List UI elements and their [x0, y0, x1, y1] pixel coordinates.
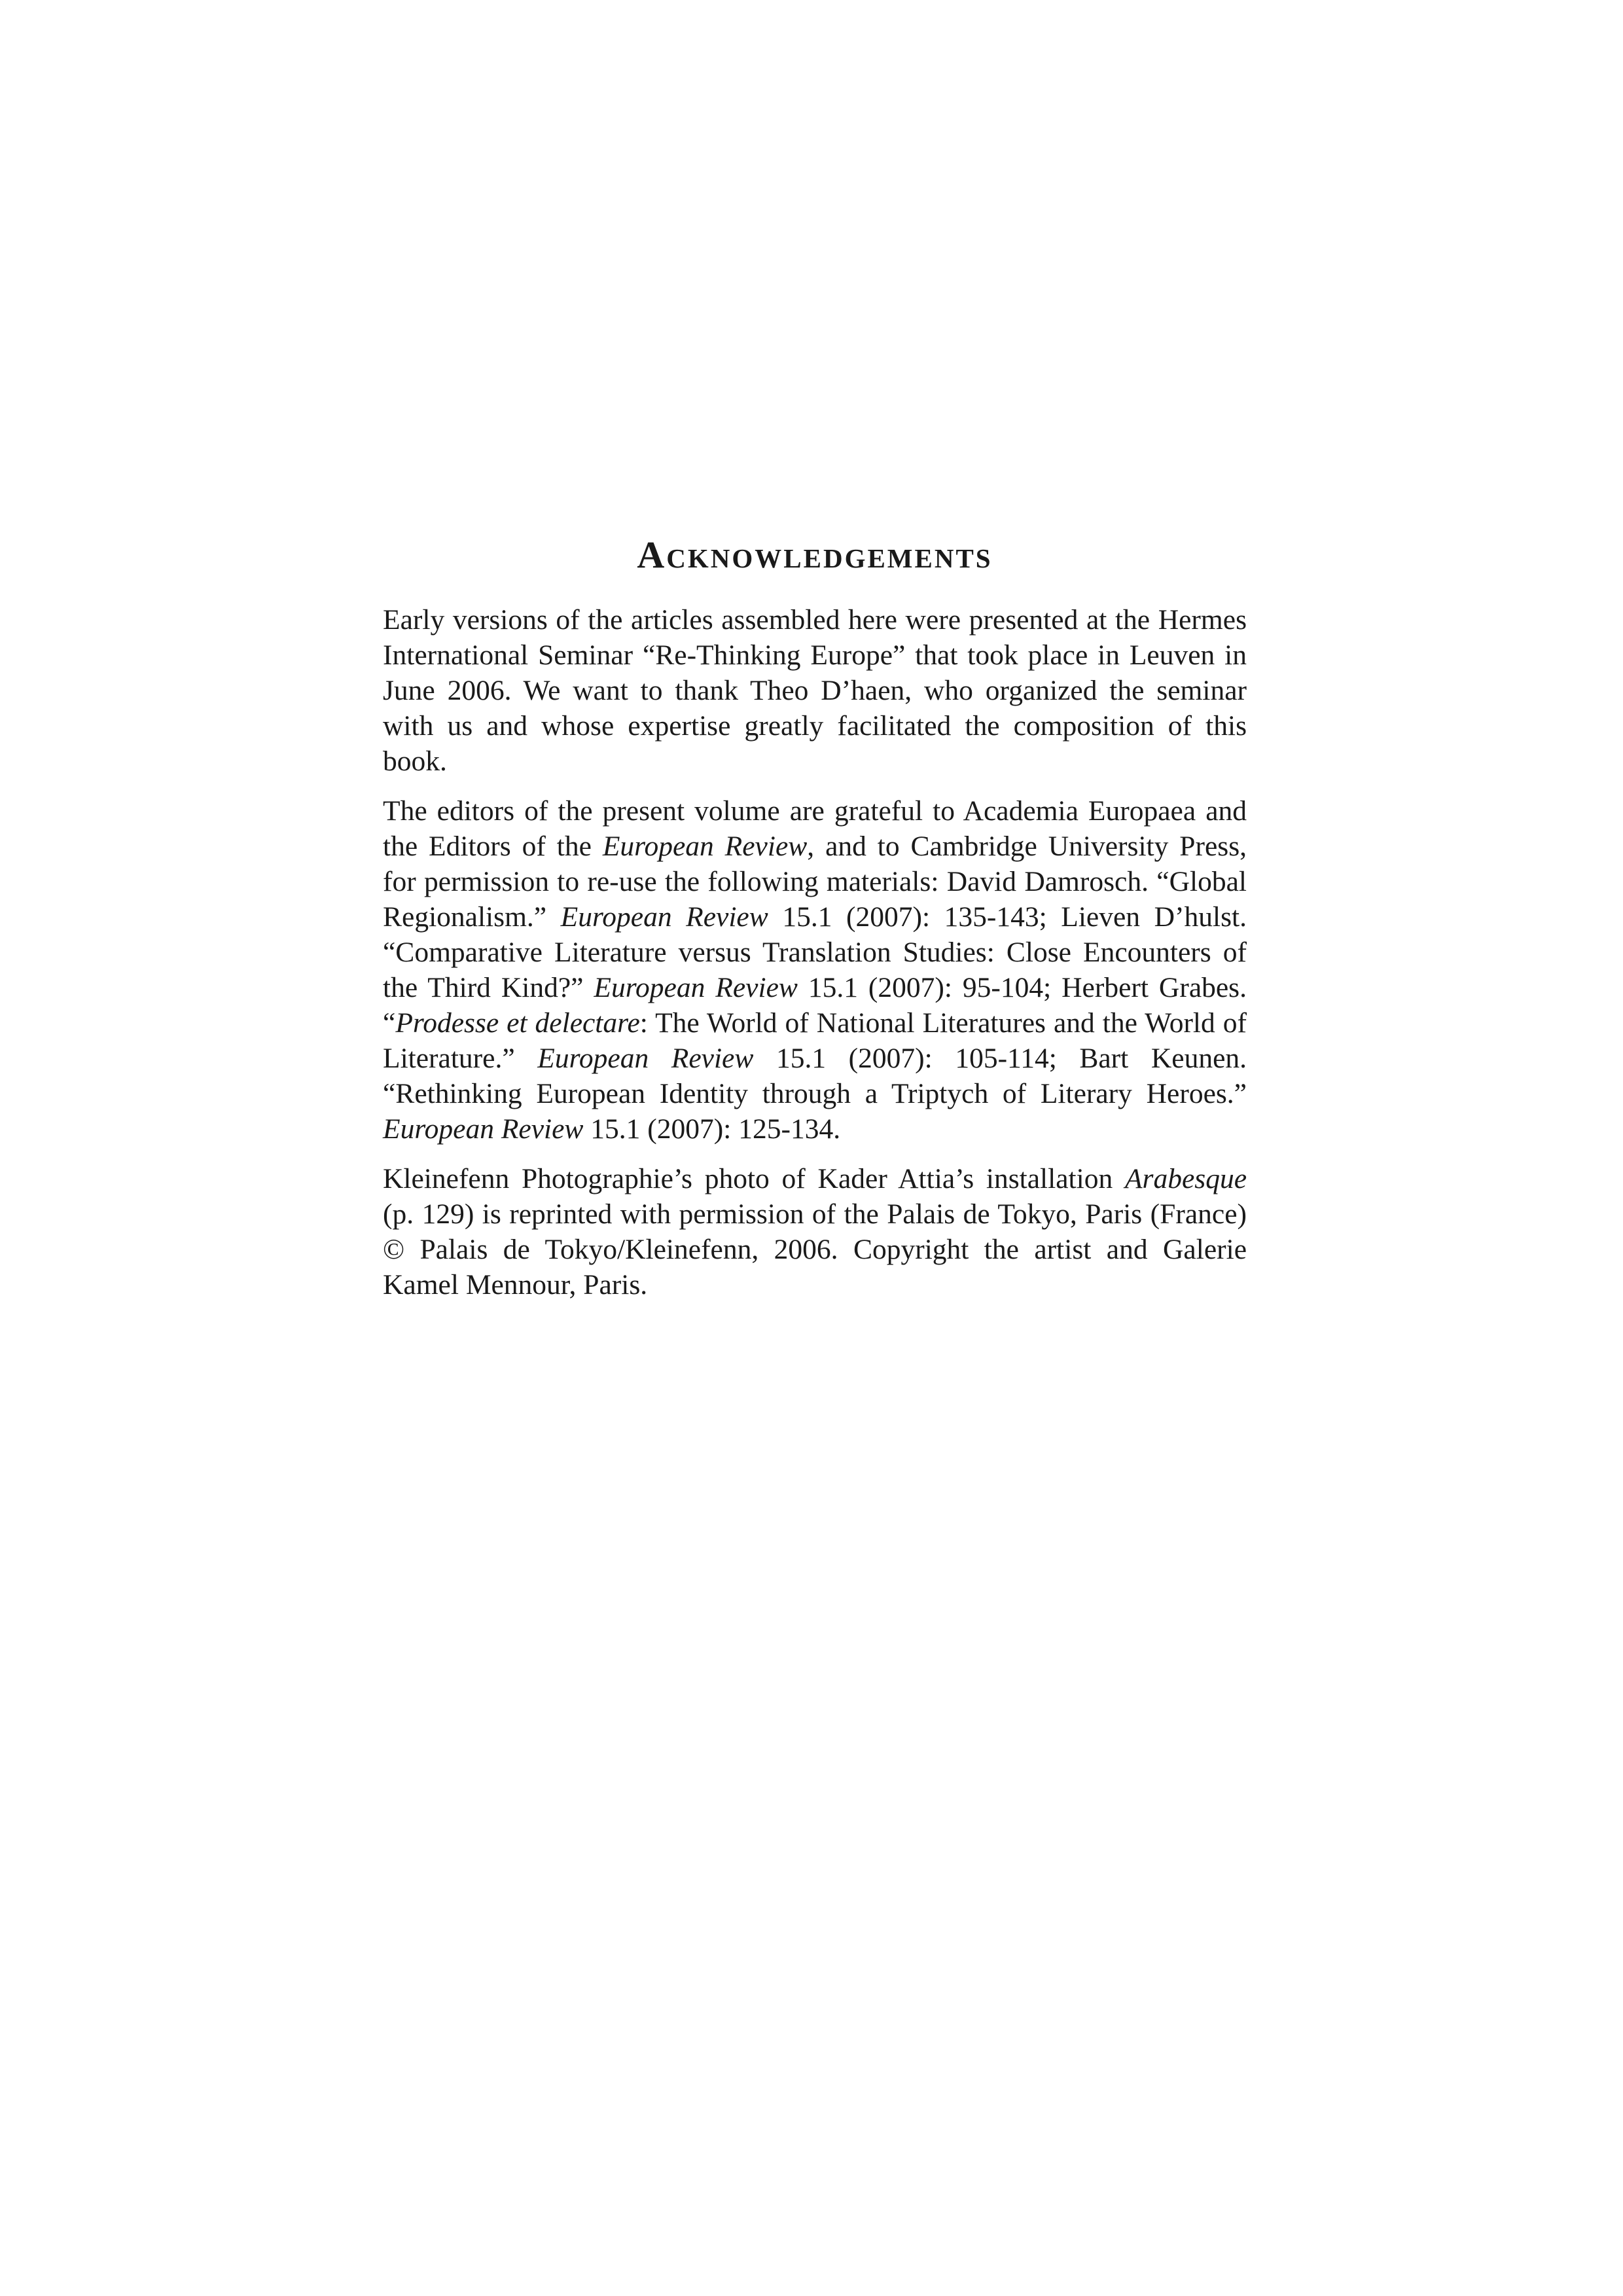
text-span: 15.1 (2007): 95-104; Herbert Grabes. “: [383, 972, 1247, 1039]
acknowledgements-body: [383, 602, 1247, 1317]
text-span: Kleinefenn Photographie’s photo of Kader Attia’s installation: [383, 1163, 1125, 1194]
text-span: The editors of the present volume are grateful to Academia Europaea and the Editors of the: [383, 795, 1247, 862]
journal-title: European Review: [383, 1113, 584, 1145]
article-title-italic: Prodesse et delectare: [395, 1007, 640, 1039]
artwork-title: Arabesque: [1124, 1163, 1247, 1194]
paragraph-permissions: [383, 793, 1247, 1147]
paragraph-photo-credit: [383, 1161, 1247, 1302]
page-title: Acknowledgements: [637, 533, 993, 576]
paragraph-seminar: Early versions of the articles assembled here were presented at the Hermes International Seminar “Re-Thinking Europe” that took place in Leuven in June 2006. We want to thank Theo D’haen, who organized the seminar with us and whose expertise greatly facilitated the composition of this book.: [383, 604, 1247, 777]
text-span: : The World of National Literatures and the World of Literature.”: [383, 1007, 1247, 1074]
text-span: 15.1 (2007): 125-134.: [583, 1113, 841, 1145]
journal-title: European Review: [537, 1043, 754, 1074]
text-span: 15.1 (2007): 135-143; Lieven D’hulst. “Comparative Literature versus Translation Studies: Close Encounters of the Third Kind?”: [383, 901, 1247, 1003]
journal-title: European Review: [602, 831, 808, 862]
journal-title: European Review: [560, 901, 768, 933]
journal-title: European Review: [594, 972, 798, 1003]
text-span: 15.1 (2007): 105-114; Bart Keunen. “Rethinking European Identity through a Triptych of Literary Heroes.”: [383, 1043, 1247, 1109]
text-span: (p. 129) is reprinted with permission of the Palais de Tokyo, Paris (France) © Palais de Tokyo/Kleinefenn, 2006. Copyright the artist and Galerie Kamel Mennour, Paris.: [383, 1198, 1247, 1300]
text-span: , and to Cambridge University Press, for permission to re-use the following materials: David Damrosch. “Global Regionalism.”: [383, 831, 1247, 933]
